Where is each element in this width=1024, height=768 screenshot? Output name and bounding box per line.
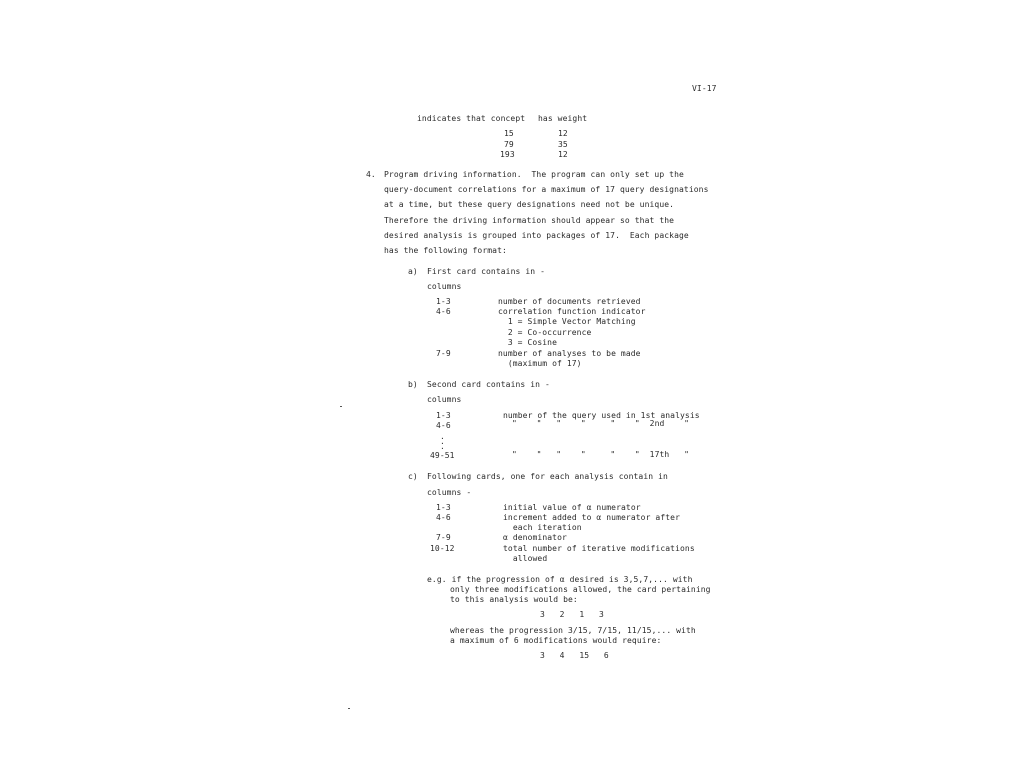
part-a-marker: a) xyxy=(408,267,418,276)
weights-weight-3: 12 xyxy=(558,150,568,159)
part-c-desc: increment added to α numerator after xyxy=(503,513,680,522)
part-a-col: 7-9 xyxy=(436,349,451,358)
part-c-desc: α denominator xyxy=(503,533,567,542)
section-number: 4. xyxy=(366,170,376,179)
part-c-desc: allowed xyxy=(503,554,548,563)
example-line: to this analysis would be: xyxy=(450,595,578,604)
weights-weight-2: 35 xyxy=(558,140,568,149)
part-b-ditto: " " " " " " 2nd " xyxy=(512,419,689,428)
example-card-values: 3 4 15 6 xyxy=(540,651,609,660)
part-a-desc: number of documents retrieved xyxy=(498,297,641,306)
page-number: VI-17 xyxy=(692,84,717,93)
section-line: desired analysis is grouped into packages of 17. Each package xyxy=(384,231,689,240)
part-a-desc: number of analyses to be made xyxy=(498,349,641,358)
section-line: Therefore the driving information should appear so that the xyxy=(384,216,675,225)
part-c-col: 1-3 xyxy=(436,503,451,512)
part-a-desc: 2 = Co-occurrence xyxy=(498,328,592,337)
section-line: has the following format: xyxy=(384,246,507,255)
weights-header-concept: indicates that concept xyxy=(417,114,526,123)
part-b-ditto: " " " " " " 17th " xyxy=(512,450,689,459)
example-line: whereas the progression 3/15, 7/15, 11/15,... with xyxy=(450,626,696,635)
example-card-values: 3 2 1 3 xyxy=(540,610,604,619)
part-b-col: 4-6 xyxy=(436,421,451,430)
part-b-col: 1-3 xyxy=(436,411,451,420)
part-b-columns-label: columns xyxy=(427,395,462,404)
example-line: e.g. if the progression of α desired is 3,5,7,... with xyxy=(427,575,693,584)
vertical-ellipsis: . . . xyxy=(440,432,445,451)
part-c-marker: c) xyxy=(408,472,418,481)
section-line: query-document correlations for a maximum of 17 query designations xyxy=(384,185,709,194)
scan-speck xyxy=(348,708,350,709)
weights-concept-1: 15 xyxy=(504,129,514,138)
part-c-col: 7-9 xyxy=(436,533,451,542)
section-line: at a time, but these query designations need not be unique. xyxy=(384,200,675,209)
section-line: Program driving information. The program can only set up the xyxy=(384,170,684,179)
part-c-columns-label: columns - xyxy=(427,488,472,497)
part-c-desc: each iteration xyxy=(503,523,582,532)
scan-speck xyxy=(340,406,342,407)
example-line: only three modifications allowed, the card pertaining xyxy=(450,585,711,594)
part-b-marker: b) xyxy=(408,380,418,389)
part-a-desc: 1 = Simple Vector Matching xyxy=(498,317,636,326)
part-c-desc: initial value of α numerator xyxy=(503,503,641,512)
part-a-desc: 3 = Cosine xyxy=(498,338,557,347)
part-a-desc: (maximum of 17) xyxy=(498,359,582,368)
weights-weight-1: 12 xyxy=(558,129,568,138)
part-b-desc: number of the query used in 1st analysis xyxy=(503,411,700,420)
part-a-col: 1-3 xyxy=(436,297,451,306)
example-line: a maximum of 6 modifications would require: xyxy=(450,636,662,645)
part-b-heading: Second card contains in - xyxy=(427,380,550,389)
part-b-col: 49-51 xyxy=(430,451,455,460)
part-c-desc: total number of iterative modifications xyxy=(503,544,695,553)
weights-header-weight: has weight xyxy=(538,114,588,123)
weights-concept-3: 193 xyxy=(500,150,515,159)
weights-concept-2: 79 xyxy=(504,140,514,149)
part-a-columns-label: columns xyxy=(427,282,462,291)
part-c-col: 10-12 xyxy=(430,544,455,553)
part-a-desc: correlation function indicator xyxy=(498,307,646,316)
part-c-heading: Following cards, one for each analysis contain in xyxy=(427,472,668,481)
part-a-heading: First card contains in - xyxy=(427,267,545,276)
part-a-col: 4-6 xyxy=(436,307,451,316)
part-c-col: 4-6 xyxy=(436,513,451,522)
